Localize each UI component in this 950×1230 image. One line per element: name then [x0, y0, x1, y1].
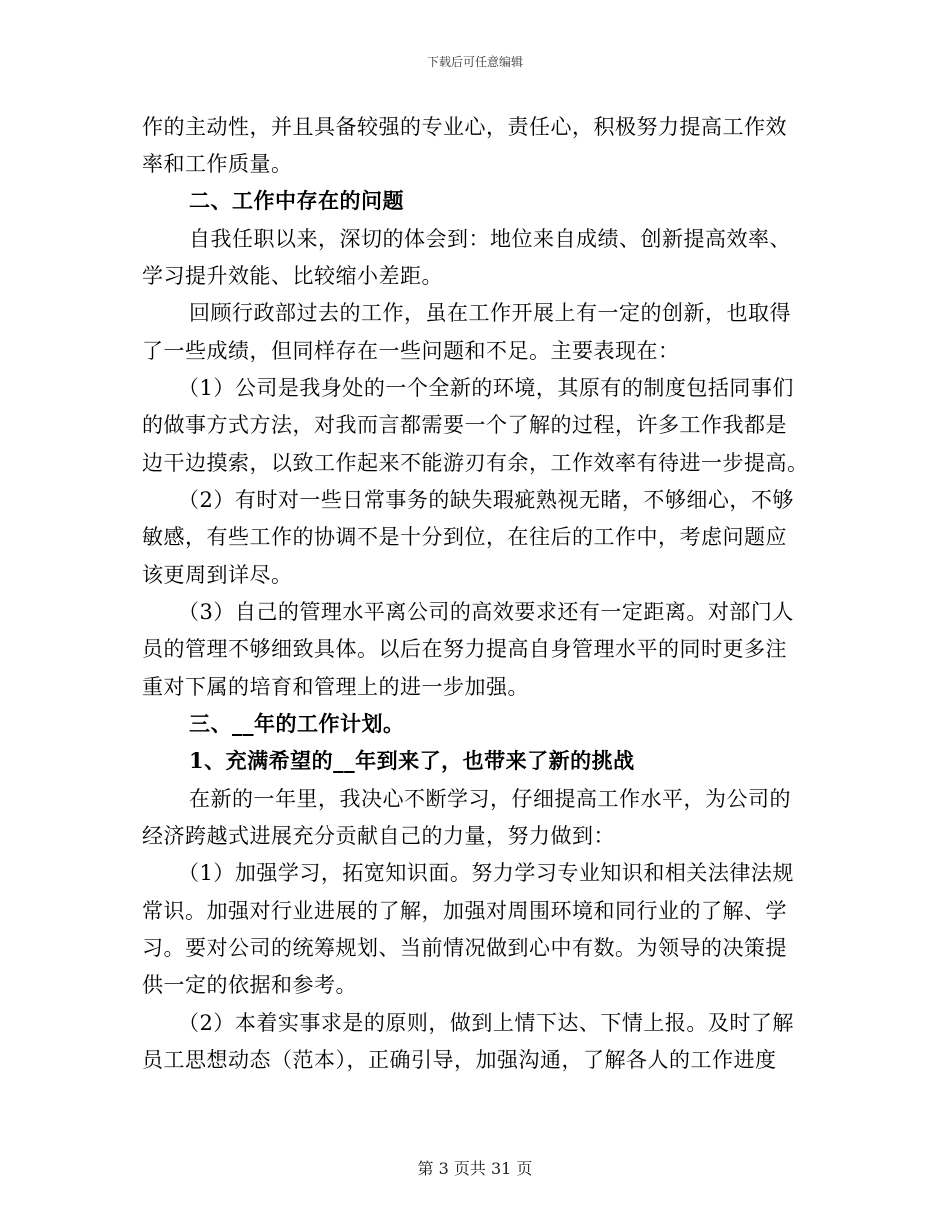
body-line: 重对下属的培育和管理上的进一步加强。 — [142, 675, 529, 699]
body-line: 回顾行政部过去的工作，虽在工作开展上有一定的创新，也取得 — [189, 301, 791, 325]
body-line: 供一定的依据和参考。 — [142, 973, 357, 997]
body-line: 学习提升效能、比较缩小差距。 — [142, 264, 443, 288]
body-line: （2）本着实事求是的原则，做到上情下达、下情上报。及时了解 — [178, 1011, 794, 1035]
page-footer: 第 3 页共 31 页 — [417, 1159, 533, 1178]
body-line: 员的管理不够细致具体。以后在努力提高自身管理水平的同时更多注 — [142, 637, 787, 661]
body-line: 该更周到详尽。 — [142, 563, 293, 587]
body-line: （2）有时对一些日常事务的缺失瑕疵熟视无睹，不够细心，不够 — [178, 488, 794, 512]
subsection-heading: 1、充满希望的__年到来了，也带来了新的挑战 — [189, 748, 635, 773]
body-line: 了一些成绩，但同样存在一些问题和不足。主要表现在： — [142, 339, 680, 363]
body-line: 员工思想动态（范本），正确引导，加强沟通，了解各人的工作进度 — [142, 1048, 777, 1072]
body-line: 自我任职以来，深切的体会到：地位来自成绩、创新提高效率、 — [189, 227, 791, 251]
body-line: 习。要对公司的统筹规划、当前情况做到心中有数。为领导的决策提 — [142, 936, 787, 960]
body-line: 常识。加强对行业进展的了解，加强对周围环境和同行业的了解、学 — [142, 899, 787, 923]
page-header: 下载后可任意编辑 — [426, 55, 523, 69]
body-line: （1）加强学习，拓宽知识面。努力学习专业知识和相关法律法规 — [178, 861, 794, 885]
body-line: 边干边摸索，以致工作起来不能游刃有余，工作效率有待进一步提高。 — [142, 451, 809, 475]
body-line: 的做事方式方法，对我而言都需要一个了解的过程，许多工作我都是 — [142, 413, 787, 437]
body-line: 在新的一年里，我决心不断学习，仔细提高工作水平，为公司的 — [189, 787, 791, 811]
body-line: 率和工作质量。 — [142, 152, 293, 176]
body-line: 作的主动性，并且具备较强的专业心，责任心，积极努力提高工作效 — [142, 115, 787, 139]
body-line: 经济跨越式进展充分贡献自己的力量，努力做到： — [142, 824, 615, 848]
section-heading: 三、__年的工作计划。 — [189, 711, 405, 736]
body-line: 敏感，有些工作的协调不是十分到位，在往后的工作中，考虑问题应 — [142, 525, 787, 549]
section-heading: 二、工作中存在的问题 — [189, 188, 404, 213]
body-line: （1）公司是我身处的一个全新的环境，其原有的制度包括同事们 — [178, 376, 794, 400]
body-line: （3）自己的管理水平离公司的高效要求还有一定距离。对部门人 — [178, 600, 794, 624]
